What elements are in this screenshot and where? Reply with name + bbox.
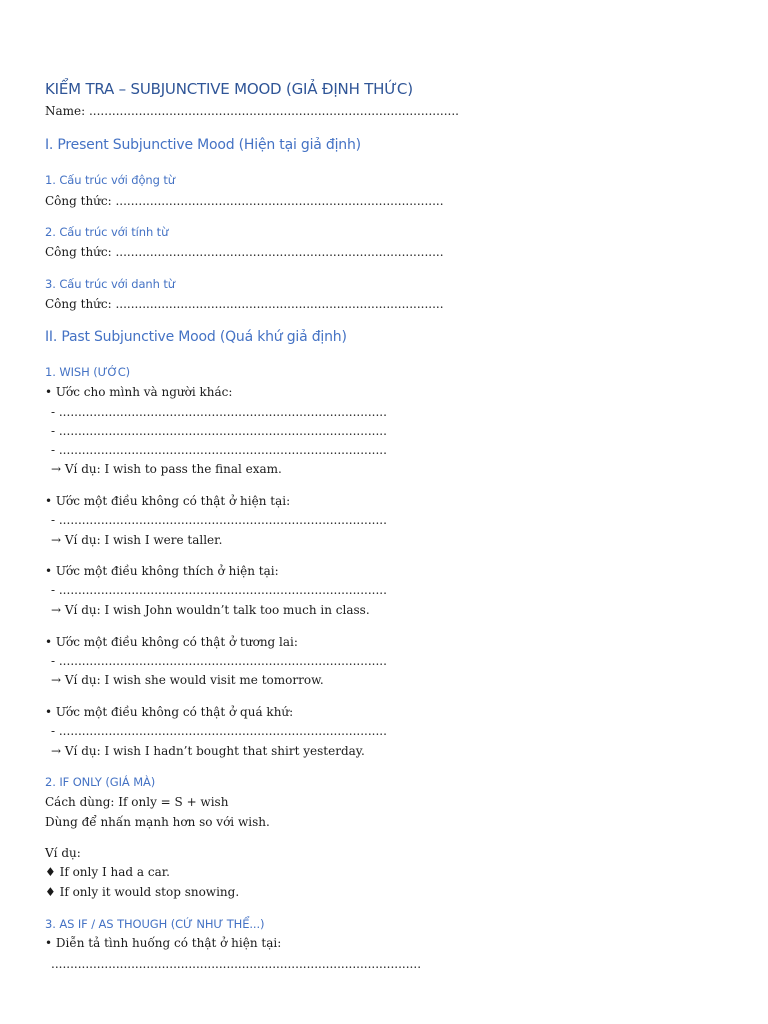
- section-present-heading: I. Present Subjunctive Mood (Hiện tại giả định): [45, 137, 361, 153]
- if-only-emphasis: Dùng để nhấn mạnh hơn so với wish.: [45, 815, 270, 829]
- answer-line: - ......................................................................................: [51, 424, 387, 438]
- name-line: Name: .................................................................................................: [45, 104, 459, 118]
- adjective-structure-heading: 2. Cấu trúc với tính từ: [45, 225, 169, 239]
- verb-structure-heading: 1. Cấu trúc với động từ: [45, 173, 175, 187]
- wish-bullet-present-unreal: • Ước một điều không có thật ở hiện tại:: [45, 494, 291, 508]
- example-line: → Ví dụ: I wish she would visit me tomorrow.: [51, 673, 324, 687]
- answer-line: - ......................................................................................: [51, 405, 387, 419]
- section-past-heading: II. Past Subjunctive Mood (Quá khứ giả định): [45, 329, 347, 345]
- if-only-heading: 2. IF ONLY (GIÁ MÀ): [45, 775, 156, 789]
- if-only-example: ♦ If only I had a car.: [45, 865, 170, 879]
- as-if-bullet-present: • Diễn tả tình huống có thật ở hiện tại:: [45, 936, 282, 950]
- answer-line: - ......................................................................................: [51, 443, 387, 457]
- example-line: → Ví dụ: I wish I were taller.: [51, 533, 223, 547]
- answer-line: - ......................................................................................: [51, 583, 387, 597]
- answer-line: - ......................................................................................: [51, 654, 387, 668]
- example-line: → Ví dụ: I wish John wouldn’t talk too much in class.: [51, 603, 370, 617]
- answer-line: .................................................................................................: [51, 957, 422, 971]
- as-if-heading: 3. AS IF / AS THOUGH (CỨ NHƯ THỂ...): [45, 917, 265, 931]
- wish-bullet-past-unreal: • Ước một điều không có thật ở quá khứ:: [45, 705, 294, 719]
- noun-structure-heading: 3. Cấu trúc với danh từ: [45, 277, 175, 291]
- noun-formula-line: Công thức: ......................................................................................: [45, 297, 444, 311]
- example-line: → Ví dụ: I wish I hadn’t bought that shirt yesterday.: [51, 744, 365, 758]
- verb-formula-line: Công thức: ......................................................................................: [45, 194, 444, 208]
- document-title: KIỂM TRA – SUBJUNCTIVE MOOD (GIẢ ĐỊNH THỨC): [45, 80, 413, 98]
- wish-heading: 1. WISH (ƯỚC): [45, 365, 131, 379]
- answer-line: - ......................................................................................: [51, 724, 387, 738]
- adjective-formula-line: Công thức: ......................................................................................: [45, 245, 444, 259]
- wish-bullet-self-others: • Ước cho mình và người khác:: [45, 385, 233, 399]
- if-only-example: ♦ If only it would stop snowing.: [45, 885, 240, 899]
- wish-bullet-present-dislike: • Ước một điều không thích ở hiện tại:: [45, 564, 279, 578]
- answer-line: - ......................................................................................: [51, 513, 387, 527]
- example-line: → Ví dụ: I wish to pass the final exam.: [51, 462, 282, 476]
- example-label: Ví dụ:: [45, 846, 81, 860]
- wish-bullet-future-unreal: • Ước một điều không có thật ở tương lai:: [45, 635, 298, 649]
- if-only-usage: Cách dùng: If only = S + wish: [45, 795, 229, 809]
